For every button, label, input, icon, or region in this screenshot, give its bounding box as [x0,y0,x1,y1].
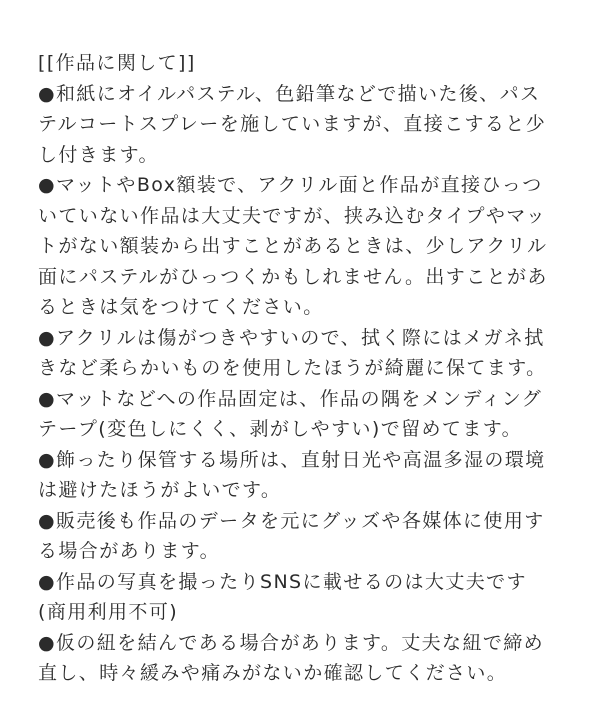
text-line: は避けたほうがよいです。 [38,479,282,501]
notes-document [38,48,598,689]
text-line: ●マットなどへの作品固定は、作品の隅をメンディング [38,387,543,410]
text-line: し付きます。 [38,143,159,166]
text-line: ●作品の写真を撮ったりSNSに載せるのは大丈夫です [38,570,527,593]
text-line: るときは気をつけてください。 [38,296,324,318]
text-line: ●販売後も作品のデータを元にグッズや各媒体に使用す [38,509,545,532]
section-heading: [[作品に関して]] [38,52,196,74]
text-line: ●飾ったり保管する場所は、直射日光や高温多湿の環境 [38,448,546,471]
text-line: ●マットやBox額装で、アクリル面と作品が直接ひっつ [38,174,543,196]
text-line: きなど柔らかいものを使用したほうが綺麗に保てます。 [38,357,547,379]
text-line: 面にパステルがひっつくかもしれません。出すことがあ [38,265,548,288]
text-line: いていない作品は大丈夫ですが、挟み込むタイプやマッ [38,204,547,227]
text-line: テルコートスプレーを施していますが、直接こすると少 [38,113,547,135]
text-line: テープ(変色しにくく、剥がしやすい)で留めてます。 [38,418,522,440]
text-line: トがない額装から出すことがあるときは、少しアクリル [38,235,548,257]
text-line: (商用利用不可) [38,601,179,623]
text-line: る場合があります。 [38,540,221,562]
text-line: ●アクリルは傷がつきやすいので、拭く際にはメガネ拭 [38,326,545,349]
text-line: 直し、時々緩みや痛みがないか確認してください。 [38,662,508,684]
text-line: ●和紙にオイルパステル、色鉛筆などで描いた後、パス [38,82,541,105]
text-line: ●仮の紐を結んである場合があります。丈夫な紐で締め [38,631,545,654]
